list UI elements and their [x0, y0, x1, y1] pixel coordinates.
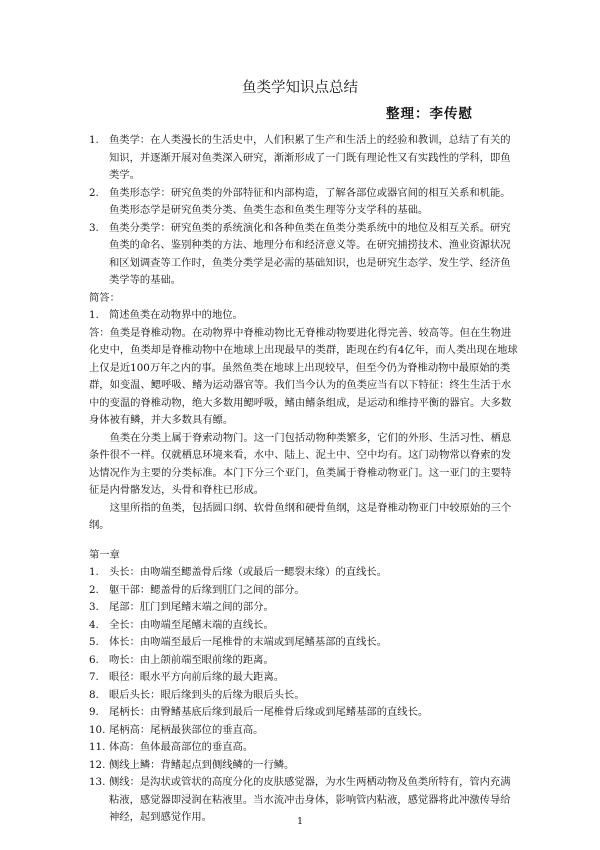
chapter-term-list	[89, 564, 519, 827]
term-item	[89, 687, 519, 705]
page-number: 1	[296, 816, 304, 827]
section-spacer	[89, 535, 519, 547]
term-item	[89, 669, 519, 687]
chapter-heading: 第一章	[89, 548, 120, 561]
term-text: 尾柄长：由臀鳍基底后缘到最后一尾椎骨后缘或到尾鳍基部的直线长。	[109, 706, 429, 718]
item-number: 2.	[89, 186, 99, 199]
term-item	[89, 634, 519, 652]
answer-paragraph: 鱼类在分类上属于脊索动物门。这一门包括动物种类繁多，它们的外形、生活习性、栖息条件很不一样。仅就栖息环境来看，水中、陆上、泥土中、空中均有。这门动物常以脊索的发达情况作为主要的分类标准。本门下分三个亚门，鱼类属于脊椎动物亚门。这一亚门的主要特征是内骨骼发达，头骨和脊柱已形成。	[89, 431, 512, 496]
term-text: 体高：鱼体最高部位的垂直高。	[109, 741, 254, 753]
definition-item	[89, 185, 519, 220]
item-number: 1.	[89, 309, 99, 321]
term-item	[89, 599, 519, 617]
item-number: 2.	[89, 583, 99, 596]
item-number: 10.	[89, 723, 106, 736]
item-number: 12.	[89, 758, 106, 771]
term-text: 头长：由吻端至鳃盖骨后缘（或最后一鳃裂末缘）的直线长。	[109, 566, 388, 578]
term-text: 尾柄高：尾柄最狭部位的垂直高。	[109, 723, 264, 736]
term-text: 全长：由吻端至尾鳍末端的直线长。	[109, 618, 274, 631]
term-item	[89, 582, 519, 600]
term-text: 体长：由吻端至最后一尾椎骨的末端或到尾鳍基部的直线长。	[109, 636, 388, 648]
term-text: 侧线上鳞：背鳍起点到侧线鳞的一行鳞。	[109, 758, 295, 771]
term-text: 眼后头长：眼后缘到头的后缘为眼后头长。	[109, 688, 305, 701]
item-text: 鱼类学：在人类漫长的生活史中，人们积累了生产和生活上的经验和教训，总结了有关的知识，并逐渐开展对鱼类深入研究，渐渐形成了一门既有理论性又有实践性的学科，即鱼类学。	[109, 134, 511, 181]
term-text: 眼径：眼水平方向前后缘的最大距离。	[109, 671, 285, 683]
definition-list	[89, 132, 519, 290]
item-text: 鱼类分类学：研究鱼类的系统演化和各种鱼类在鱼类分类系统中的地位及相互关系。研究鱼类的命名、鉴别种类的方法、地理分布和经济意义等。在研究捕捞技术、渔业资源状况和区划调查等工作时，鱼类分类学是必需的基础知识，也是研究生态学、发生学、经济鱼类学等的基础。	[109, 221, 511, 286]
document-author: 整理：李传慰	[386, 106, 473, 122]
term-text: 尾部：肛门到尾鳍末端之间的部分。	[109, 601, 274, 613]
item-number: 7.	[89, 671, 99, 683]
item-number: 3.	[89, 221, 99, 234]
term-item	[89, 722, 519, 740]
item-number: 8.	[89, 688, 99, 701]
term-item	[89, 704, 519, 722]
term-item	[89, 757, 519, 775]
term-text: 吻长：由上颌前端至眼前缘的距离。	[109, 653, 274, 666]
term-item	[89, 564, 519, 582]
question-text: 简述鱼类在动物界中的地位。	[109, 309, 243, 321]
question-item	[89, 307, 519, 325]
term-item	[89, 617, 519, 635]
item-number: 13.	[89, 776, 106, 788]
answer-paragraph: 这里所指的鱼类，包括圆口纲、软骨鱼纲和硬骨鱼纲，这是脊椎动物亚门中较原始的三个纲。	[89, 501, 512, 531]
qa-heading: 简答：	[89, 291, 120, 304]
item-number: 3.	[89, 601, 99, 613]
term-text: 侧线：是沟状或管状的高度分化的皮肤感觉器，为水生两栖动物及鱼类所特有，管内充满粘液，感觉器即浸润在粘液里。当水流冲击身体，影响管内粘液，感觉器将此冲激传导给神经，起到感觉作用。	[109, 776, 511, 823]
definition-item	[89, 220, 519, 290]
document-title: 鱼类学知识点总结	[242, 80, 358, 96]
term-item	[89, 739, 519, 757]
definition-item	[89, 132, 519, 185]
document-body	[89, 132, 519, 827]
term-text: 躯干部：鳃盖骨的后缘到肛门之间的部分。	[109, 583, 305, 596]
item-text: 鱼类形态学：研究鱼类的外部特征和内部构造，了解各部位或器官间的相互关系和机能。鱼类形态学是研究鱼类分类、鱼类生态和鱼类生理等分支学科的基础。	[109, 186, 511, 216]
item-number: 9.	[89, 706, 99, 718]
item-number: 5.	[89, 636, 99, 648]
item-number: 1.	[89, 566, 99, 578]
answer-paragraph: 答：鱼类是脊椎动物。在动物界中脊椎动物比无脊椎动物要进化得完善、较高等。但在生物进化史中，鱼类却是脊椎动物中在地球上出现最早的类群，距现在约有4亿年，而人类出现在地球上仅是近100万年之内的事。虽然鱼类在地球上出现较早，但至今仍为脊椎动物中最原始的类群，如变温、鳃呼吸、鳍为运动器官等。我们当今认为的鱼类应当有以下特征：终生生活于水中的变温的脊椎动物，绝大多数用鳃呼吸，鳍由鳍条组成，是运动和维持平衡的器官。大多数身体被有鳞，并大多数具有鳔。	[89, 326, 518, 426]
item-number: 11.	[89, 741, 106, 753]
qa-section	[89, 290, 519, 535]
item-number: 1.	[89, 134, 99, 146]
item-number: 6.	[89, 653, 99, 666]
chapter-section	[89, 547, 519, 827]
item-number: 4.	[89, 618, 99, 631]
term-item	[89, 652, 519, 670]
